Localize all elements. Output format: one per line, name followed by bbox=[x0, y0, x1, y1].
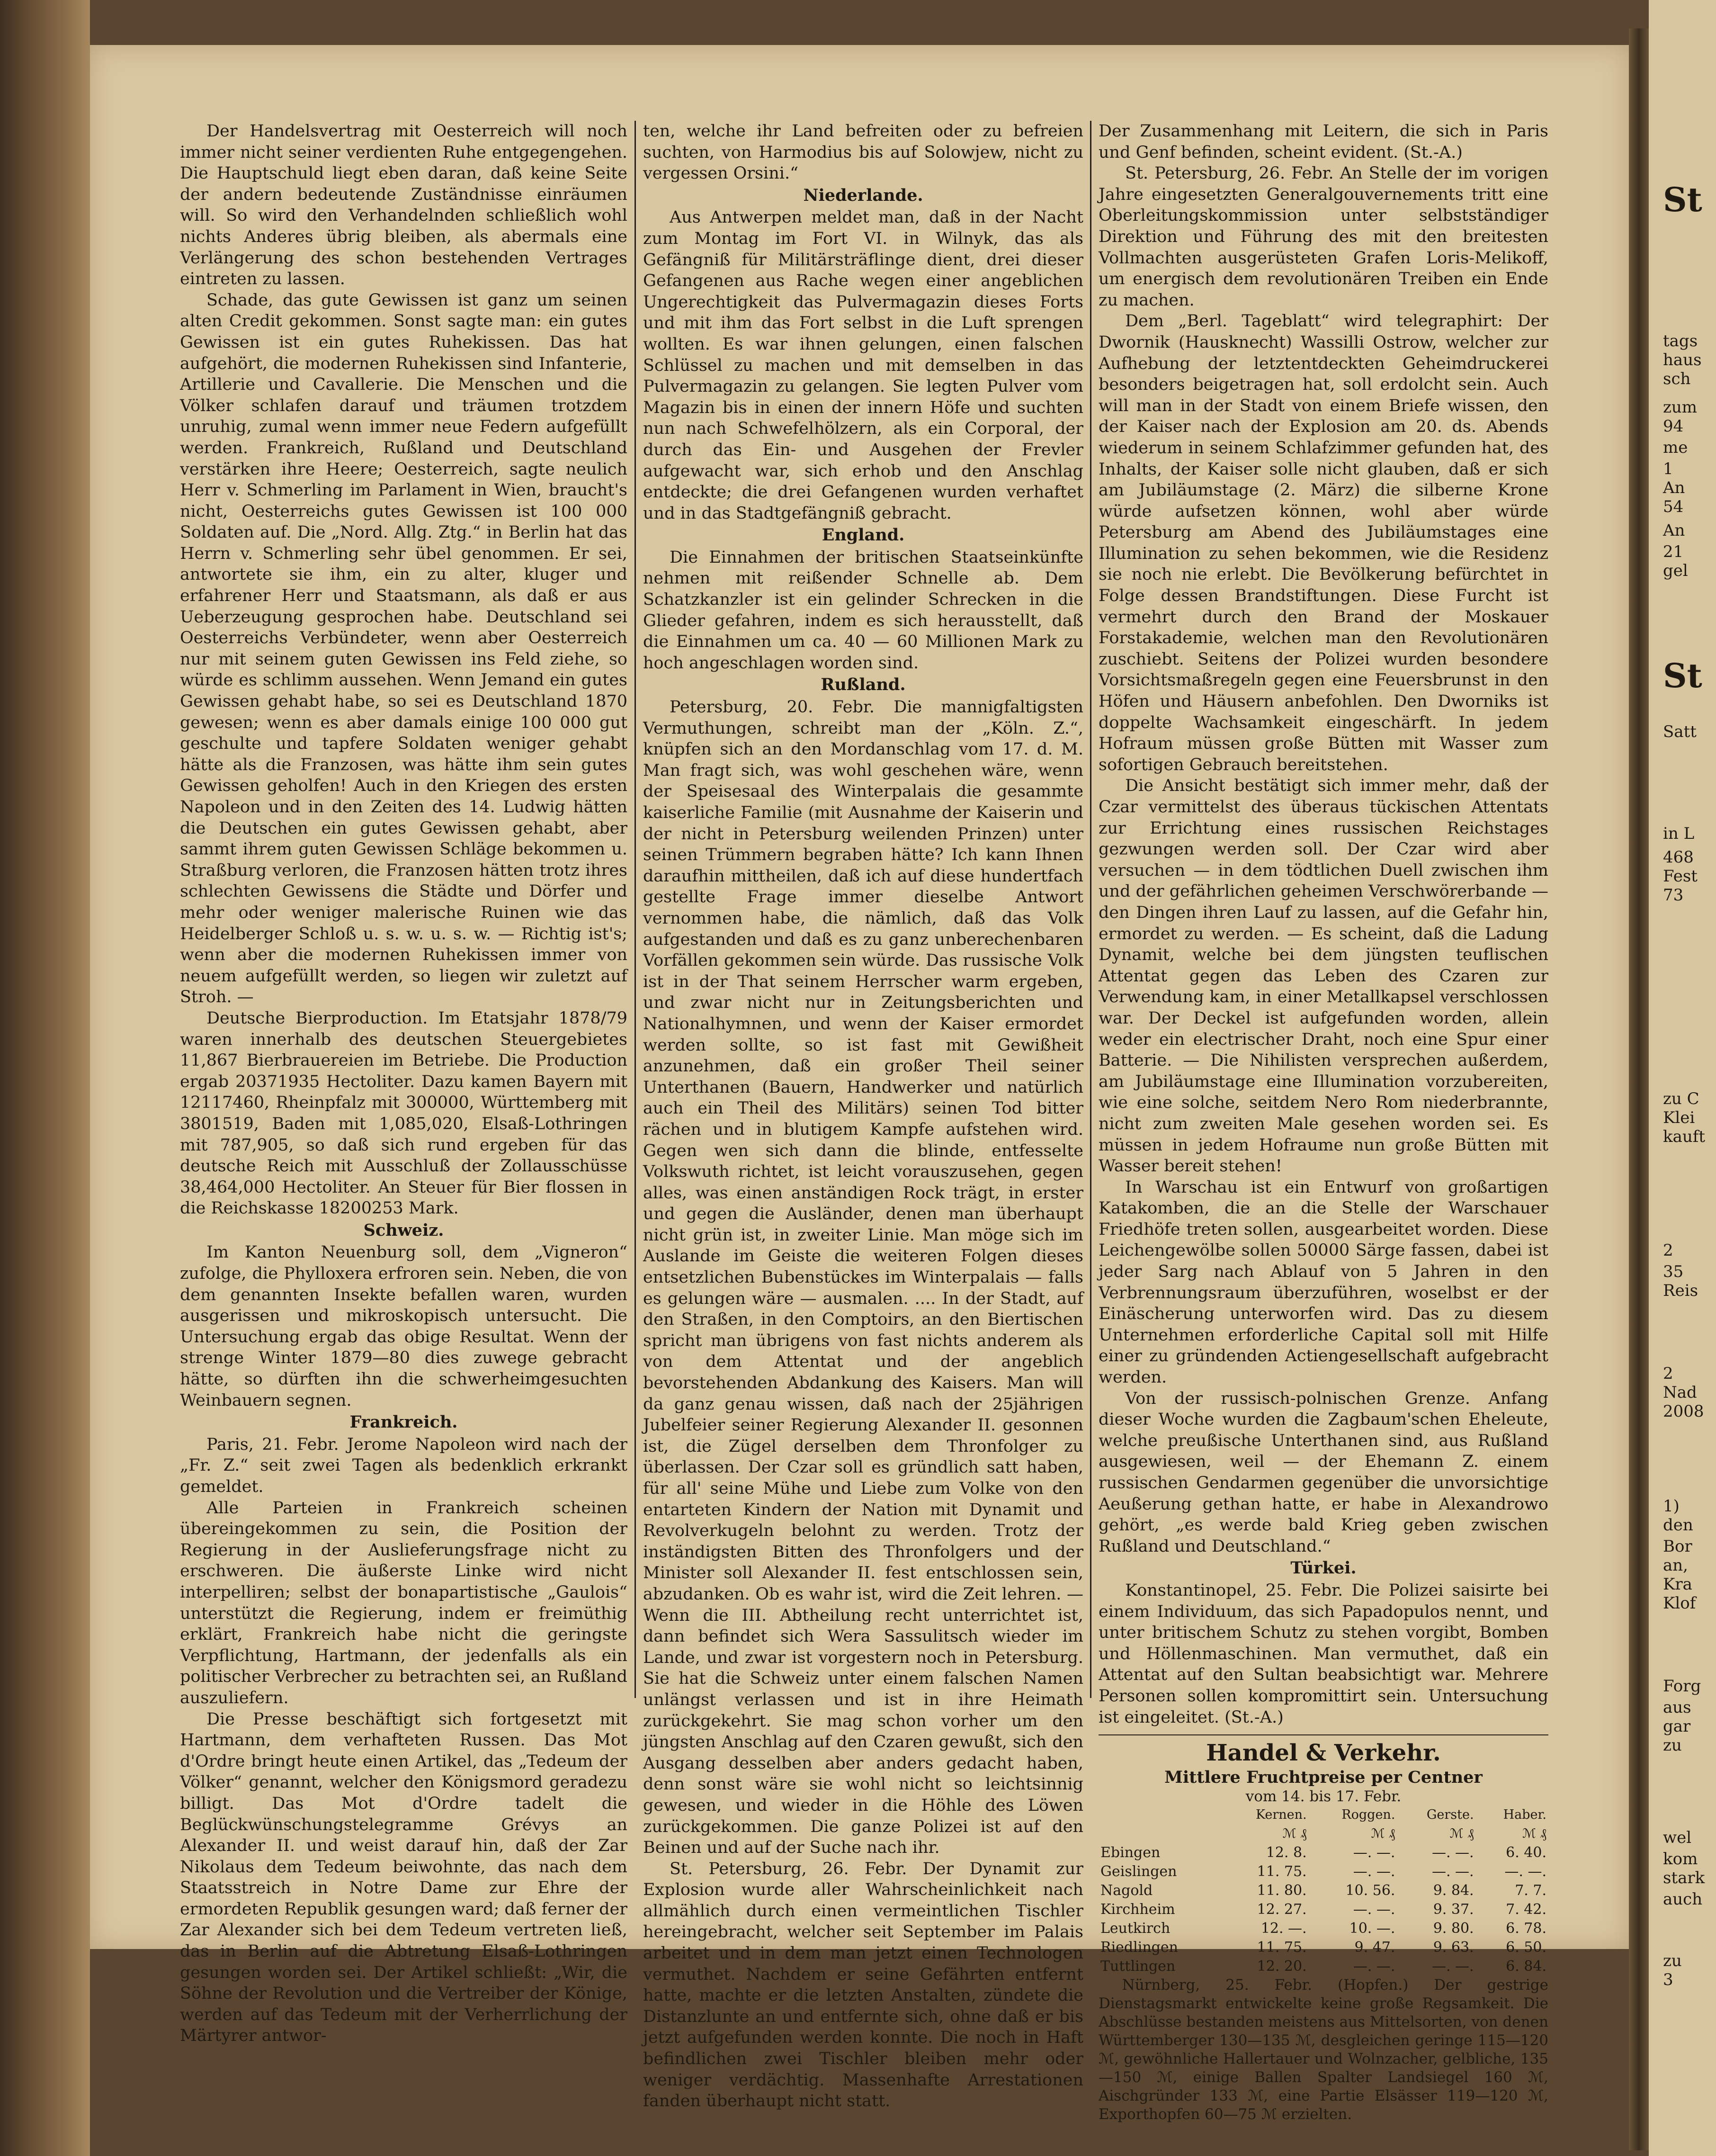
article-gewissen: Schade, das gute Gewissen ist ganz um seinen alten Credit gekommen. Sonst sagte man: ein gutes Gewissen ist ein gutes Ruhekissen. Das hat aufgehört, die modernen Ruhekissen sind Infanterie, Artillerie und Cavallerie. Die Menschen und die Völker schlafen darauf und träumen trotzdem unruhig, zumal wenn immer neue Federn aufgefüllt werden. Frankreich, Rußland und Deutschland verstärken ihre Heere; Oesterreich, sagte neulich Herr v. Schmerling im Parlament in Wien, braucht's nicht, Oesterreichs gutes Gewissen ist 100 000 Soldaten auf. Die „Nord. Allg. Ztg.“ in Berlin hat das Herrn v. Schmerling sehr übel genommen. Er sei, antwortete sie ihm, ein zu alter, kluger und erfahrener Herr und Staatsmann, als daß er aus Ueberzeugung gesprochen habe. Deutschland sei Oesterreichs Verbündeter, wenn aber Oesterreich nur mit seinem guten Gewissen ins Feld ziehe, so würde es schlimm aussehen. Wenn Jemand ein gutes Gewissen gehabt habe, so sei es Deutschland 1870 gewesen; wenn es aber damals einige 100 000 gut geschulte und tapfere Soldaten weniger gehabt hätte als die Franzosen, was hätte ihm sein gutes Gewissen geholfen! Auch in den Kriegen des ersten Napoleon und in den Zeiten des 14. Ludwig hätten die Deutschen ein gutes Gewissen gehabt, aber sammt ihrem guten Gewissen Schläge bekommen u. Straßburg verloren, die Franzosen hätten trotz ihres schlechten Gewissens die Städte und Dörfer und mehr oder weniger malerische Ruinen wie das Heidelberger Schloß u. s. w. u. s. w. — Richtig ist's; wenn aber die modernen Ruhekissen immer von neuem aufgefüllt werden, so liegen wir zuletzt auf Stroh. — bbox=[180, 290, 627, 1007]
article-continuation: ten, welche ihr Land befreiten oder zu befreien suchten, von Harmodius bis auf Solowjew, nicht zu vergessen Orsini.“ bbox=[643, 122, 1083, 183]
article-paris-napoleon: Paris, 21. Febr. Jerome Napoleon wird nach der „Fr. Z.“ seit zwei Tagen als bedenklich erkrankt gemeldet. bbox=[180, 1435, 627, 1496]
column-1 bbox=[180, 121, 627, 2047]
facing-page-text-fragment: kauft bbox=[1663, 1127, 1706, 1146]
facing-page-text-fragment: St bbox=[1663, 656, 1702, 695]
table-row: Leutkirch 12. —. 10. —. 9. 80. 6. 78. bbox=[1100, 1920, 1546, 1937]
facing-page-text-fragment: 2 bbox=[1663, 1241, 1673, 1260]
facing-page-text-fragment: An bbox=[1663, 521, 1685, 540]
facing-page-text-fragment: Kra bbox=[1663, 1575, 1692, 1594]
facing-page-text-fragment: stark bbox=[1663, 1869, 1705, 1887]
section-heading-england: England. bbox=[822, 525, 905, 545]
section-heading-schweiz: Schweiz. bbox=[363, 1220, 444, 1240]
table-unit-row: ℳ ₰ ℳ ₰ ℳ ₰ ℳ ₰ bbox=[1282, 1826, 1546, 1842]
article-antwerpen: Aus Antwerpen meldet man, daß in der Nacht zum Montag im Fort VI. in Wilnyk, das als Gefängniß für Militärsträflinge dient, drei dieser Gefangenen aus Rache wegen einer angeblichen Ungerechtigkeit das Pulvermagazin dieses Forts und mit ihm das Fort selbst in die Luft sprengen wollten. Es war ihnen gelungen, einen falschen Schlüssel zu machen und mit demselben in das Pulvermagazin zu gelangen. Sie legten Pulver vom Magazin bis in einen der innern Höfe und suchten nun nach Schwefelhölzern, als ein Corporal, der durch das Ein- und Ausgehen der Frevler aufgewacht war, sich erhob und den Anschlag entdeckte; die drei Gefangenen wurden verhaftet und in das Stadtgefängniß gebracht. bbox=[643, 208, 1083, 523]
facing-page-text-fragment: wel bbox=[1663, 1828, 1692, 1847]
facing-page-text-fragment: 35 bbox=[1663, 1262, 1684, 1281]
facing-page-text-fragment: 94 bbox=[1663, 417, 1684, 436]
facing-page-text-fragment: gel bbox=[1663, 561, 1688, 580]
column-2 bbox=[643, 121, 1083, 2112]
section-heading-russland: Rußland. bbox=[821, 675, 906, 695]
article-auslieferungsfrage: Alle Parteien in Frankreich scheinen übereingekommen zu sein, die Position der Regierung in der Auslieferungsfrage nicht zu erschweren. Die äußerste Linke wird nicht interpelliren; selbst der bonapartistische „Gaulois“ unterstützt die Regierung, indem er freimüthig erklärt, Frankreich habe nicht die geringste Verpflichtung, Hartmann, der jedenfalls als ein politischer Verbrecher zu betrachten sei, an Rußland auszuliefern. bbox=[180, 1498, 627, 1707]
facing-page-text-fragment: Reis bbox=[1663, 1281, 1698, 1300]
section-heading-frankreich: Frankreich. bbox=[349, 1412, 458, 1432]
facing-page-text-fragment: Forg bbox=[1663, 1677, 1701, 1696]
section-heading-tuerkei: Türkei. bbox=[1290, 1558, 1357, 1578]
facing-page-fragment bbox=[1649, 0, 1716, 2156]
facing-page-text-fragment: aus bbox=[1663, 1698, 1691, 1717]
facing-page-text-fragment: Klof bbox=[1663, 1594, 1696, 1613]
table-row: Geislingen 11. 75. —. —. —. —. —. —. bbox=[1100, 1863, 1546, 1880]
facing-page-text-fragment: Fest bbox=[1663, 867, 1698, 886]
article-warschau-katakomben: In Warschau ist ein Entwurf von großartigen Katakomben, die an die Stelle der Warschauer Friedhöfe treten sollen, ausgearbeitet worden. Diese Leichengewölbe sollen 50000 Särge fassen, dabei ist jeder Sarg nach Ablauf von 5 Jahren in den Verbrennungsraum überzuführen, woselbst er der Einäscherung unterworfen wird. Das zu diesem Unternehmen erforderliche Capital soll mit Hilfe einer zu gründenden Actiengesellschaft aufgebracht werden. bbox=[1099, 1177, 1548, 1387]
article-bierproduction: Deutsche Bierproduction. Im Etatsjahr 1878/79 waren innerhalb des deutschen Steuergebietes 11,867 Bierbrauereien im Betriebe. Die Production ergab 20371935 Hectoliter. Dazu kamen Bayern mit 12117460, Rheinpfalz mit 300000, Württemberg mit 3801519, Baden mit 1,085,020, Elsaß-Lothringen mit 787,905, so daß sich rund ergeben für das deutsche Reich mit Ausschluß der Zollausschüsse 38,464,000 Hectoliter. An Steuer für Bier flossen in die Reichskasse 18200253 Mark. bbox=[180, 1008, 627, 1218]
facing-page-text-fragment: zum bbox=[1663, 398, 1698, 417]
column-rule-1 bbox=[635, 121, 636, 1698]
article-oberleitungskommission: St. Petersburg, 26. Febr. An Stelle der im vorigen Jahre eingesetzten Generalgouvernements tritt eine Oberleitungskommission unter selbstständiger Direktion und Führung des mit den breitesten Vollmachten ausgerüsteten Grafen Loris-Melikoff, um energisch dem revolutionären Treiben ein Ende zu machen. bbox=[1099, 164, 1548, 310]
article-neuenburg: Im Kanton Neuenburg soll, dem „Vigneron“ zufolge, die Phylloxera erfroren sein. Neben, die von dem genannten Insekte befallen waren, wurden ausgerissen und mikroskopisch untersucht. Die Untersuchung ergab das obige Resultat. Wenn der strenge Winter 1879—80 dies zuwege gebracht hätte, so dürften ihn die schwerheimgesuchten Weinbauern segnen. bbox=[180, 1243, 627, 1410]
col-kernen: Kernen. bbox=[1255, 1807, 1307, 1823]
facing-page-text-fragment: auch bbox=[1663, 1890, 1703, 1909]
facing-page-text-fragment: tags bbox=[1663, 332, 1698, 350]
facing-page-text-fragment: sch bbox=[1663, 369, 1691, 388]
table-row: Kirchheim 12. 27. —. —. 9. 37. 7. 42. bbox=[1100, 1901, 1546, 1918]
article-staatseinkuenfte: Die Einnahmen der britischen Staatseinkünfte nehmen mit reißender Schnelle ab. Dem Schatzkanzler ist ein gelinder Schrecken in die Glieder gefahren, indem es sich herausstellt, daß die Einnahmen um ca. 40 — 60 Millionen Mark zu hoch angeschlagen worden sind. bbox=[643, 548, 1083, 673]
handel-verkehr-heading: Handel & Verkehr. bbox=[1099, 1734, 1548, 1768]
facing-page-text-fragment: Bor bbox=[1663, 1537, 1692, 1556]
facing-page-text-fragment: in L bbox=[1663, 824, 1695, 843]
facing-page-text-fragment: Nad bbox=[1663, 1383, 1697, 1402]
facing-page-text-fragment: 1) bbox=[1663, 1497, 1680, 1516]
article-reichstag-attentat: Die Ansicht bestätigt sich immer mehr, daß der Czar vermittelst des überaus tückischen Attentats zur Errichtung eines russischen Reichstages gezwungen werden soll. Der Czar wird aber versuchen — in dem tödtlichen Duell zwischen ihm und der gefährlichen geheimen Verschwörerbande — den Dingen ihren Lauf zu lassen, auf die Gefahr hin, ermordet zu werden. — Es scheint, daß die Ladung Dynamit, welche bei dem jüngsten teuflischen Attentat gegen das Leben des Czaren zur Verwendung kam, in einer Metallkapsel verschlossen war. Der Deckel ist aufgefunden worden, allein weder ein electrischer Draht, noch eine Spur einer Batterie. — Die Nihilisten versprechen außerdem, am Jubiläumstage eine Illumination vorzubereiten, wie eine solche, seitdem Nero Rom niederbrannte, nicht zum zweiten Male gesehen worden sei. Es müssen in jedem Hofraume nun große Bütten mit Wasser bereit stehen! bbox=[1099, 776, 1548, 1176]
article-petersburg-26-dynamit: St. Petersburg, 26. Febr. Der Dynamit zur Explosion wurde aller Wahrscheinlichkeit nach allmählich durch einen vermeintlichen Tischler hereingebracht, welcher seit September im Palais arbeitet und in dem man jetzt einen Technologen vermuthet. Nachdem er seine Gefährten entfernt hatte, machte er die letzten Anstalten, zündete die Distanzlunte an und entfernte sich, ohne daß er bis jetzt aufgefunden werden konnte. Die noch in Haft befindlichen zwei Tischler bleiben mehr oder weniger verdächtig. Massenhafte Arrestationen fanden überhaupt nicht statt. bbox=[643, 1859, 1083, 2111]
article-konstantinopel: Konstantinopel, 25. Febr. Die Polizei saisirte bei einem Individuum, das sich Papadopulos nennt, und unter britischem Schutz zu stehen vorgibt, Bomben und Höllenmaschinen. Man vermuthet, daß ein Attentat auf den Sultan beabsichtigt war. Mehrere Personen sollen kompromittirt sein. Untersuchung ist eingeleitet. (St.-A.) bbox=[1099, 1581, 1548, 1727]
facing-page-text-fragment: zu C bbox=[1663, 1089, 1699, 1108]
section-heading-niederlande: Niederlande. bbox=[803, 185, 923, 205]
facing-page-text-fragment: An bbox=[1663, 478, 1685, 497]
facing-page-text-fragment: kom bbox=[1663, 1850, 1698, 1869]
table-row: Ebingen 12. 8. —. —. —. —. 6. 40. bbox=[1100, 1844, 1546, 1861]
facing-page-text-fragment: me bbox=[1663, 438, 1688, 457]
fruchtpreise-table bbox=[1099, 1806, 1548, 1976]
facing-page-text-fragment: 3 bbox=[1663, 1970, 1673, 1989]
facing-page-text-fragment: gar bbox=[1663, 1717, 1691, 1736]
article-hartmann-presse: Die Presse beschäftigt sich fortgesetzt mit Hartmann, dem verhafteten Russen. Das Mot d'Ordre bringt heute einen Artikel, das „Tedeum der Völker“ genannt, welcher den Königsmord geradezu billigt. Das Mot d'Ordre tadelt die Beglückwünschungstelegramme Grévys an Alexander II. und weist darauf hin, daß der Zar Nikolaus dem Tedeum beiwohnte, das nach dem Staatsstreich in Notre Dame zur Ehre der ermordeten Republik gesungen ward; daß ferner der Zar Alexander sich bei dem Tedeum vertreten ließ, das in Berlin auf die Abtretung Elsaß-Lothringen gesungen worden sei. Der Artikel schließt: „Wir, die Söhne der Revolution und die Vertreiber der Könige, werden auf das Tedeum mit der Verherrlichung der Märtyrer antwor- bbox=[180, 1709, 627, 2046]
article-zusammenhang: Der Zusammenhang mit Leitern, die sich in Paris und Genf befinden, scheint evident. (St.-A.) bbox=[1099, 122, 1548, 162]
fruchtpreise-date: vom 14. bis 17. Febr. bbox=[1245, 1788, 1402, 1806]
facing-page-text-fragment: St bbox=[1663, 180, 1702, 219]
facing-page-text-fragment: Klei bbox=[1663, 1108, 1695, 1127]
table-header-row bbox=[1099, 1806, 1548, 1824]
facing-page-text-fragment: an, bbox=[1663, 1556, 1688, 1575]
column-rule-2 bbox=[1090, 121, 1091, 1698]
book-gutter bbox=[1629, 28, 1649, 2150]
col-roggen: Roggen. bbox=[1341, 1807, 1395, 1823]
table-row: Nagold 11. 80. 10. 56. 9. 84. 7. 7. bbox=[1100, 1882, 1546, 1899]
article-petersburg-20: Petersburg, 20. Febr. Die mannigfaltigsten Vermuthungen, schreibt man der „Köln. Z.“, knüpfen sich an den Mordanschlag vom 17. d. M. Man fragt sich, was wohl geschehen wäre, wenn der Speisesaal des Winterpalais die gesammte kaiserliche Familie (mit Ausnahme der Kaiserin und der nicht in Petersburg weilenden Prinzen) unter seinen Trümmern begraben hätte? Ich kann Ihnen daraufhin mittheilen, daß ich auf diese hundertfach gestellte Frage immer dieselbe Antwort vernommen habe, die nämlich, daß das Volk aufgestanden und daß es zu ganz unberechenbaren Vorfällen gekommen sein würde. Das russische Volk ist in der That seinem Herrscher warm ergeben, und zwar nicht nur in Zeitungsberichten und Nationalhymnen, und wenn der Kaiser ermordet werden sollte, so ist fast mit Gewißheit anzunehmen, daß ein großer Theil seiner Unterthanen (Bauern, Handwerker und natürlich auch ein Theil des Militärs) seinen Tod bitter rächen und in blutigem Kampfe aufstehen wird. Gegen wen sich dann die blinde, entfesselte Volkswuth richtet, ist leicht vorauszusehen, gegen alles, was einen anständigen Rock trägt, in erster und gegen die Ausländer, denen man überhaupt nicht grün ist, in zweiter Linie. Man möge sich im Auslande im Geiste die weiteren Folgen dieses entsetzlichen Bubenstückes im Winterpalais — falls es gelungen wäre — ausmalen. .... In der Stadt, auf den Straßen, in den Comptoirs, an den Biertischen spricht man übrigens von fast nichts anderem als von dem Attentat und der angeblich bevorstehenden Abdankung des Kaisers. Man will da ganz genau wissen, daß nach der 25jährigen Jubelfeier seiner Regierung Alexander II. gesonnen ist, die Zügel derselben dem Thronfolger zu überlassen. Der Czar soll es gründlich satt haben, für all' seine Mühe und Liebe zum Volke von den entarteten Kindern der Nation mit Dynamit und Revolverkugeln belohnt zu werden. Trotz der inständigsten Bitten des Thronfolgers und der Minister soll Alexander II. fest entschlossen sein, abzudanken. Ob es wahr ist, wird die Zeit lehren. — Wenn die III. Abtheilung recht unterrichtet ist, dann befindet sich Wera Sassulitsch wieder im Lande, und zwar ist vorgestern noch in Petersburg. Sie hat die Schweiz unter einem falschen Namen unlängst verlassen und ist in ihre Heimath zurückgekehrt. Sie mag schon vorher um den jüngsten Anschlag auf den Czaren gewußt, sich den Ausgang desselben aber anders gedacht haben, denn sonst wäre sie wohl nicht so leichtsinnig gewesen, und wieder in die Höhle des Löwen zurückgekommen. Die ganze Polizei ist auf den Beinen und auf der Suche nach ihr. bbox=[643, 698, 1083, 1858]
facing-page-text-fragment: den bbox=[1663, 1516, 1693, 1535]
facing-page-text-fragment: 468 bbox=[1663, 848, 1694, 867]
book-spine bbox=[0, 0, 90, 2156]
facing-page-text-fragment: 2 bbox=[1663, 1364, 1673, 1383]
col-gerste: Gerste. bbox=[1426, 1807, 1474, 1823]
facing-page-text-fragment: zu bbox=[1663, 1951, 1682, 1970]
facing-page-text-fragment: 54 bbox=[1663, 497, 1684, 516]
facing-page-text-fragment: zu bbox=[1663, 1736, 1682, 1755]
column-3 bbox=[1099, 121, 1548, 2124]
article-tageblatt: Dem „Berl. Tageblatt“ wird telegraphirt: Der Dwornik (Hausknecht) Wassilli Ostrow, welcher zur Aufhebung der letztentdeckten Geheimdruckerei besonders beigetragen hat, soll erdolcht sein. Auch will man in der Stadt von einem Briefe wissen, den der Kaiser nach der Explosion am 20. ds. Abends wiederum in seinem Schlafzimmer gefunden hat, des Inhalts, der Kaiser solle nicht glauben, daß er sich am Jubiläumstage (2. März) die silberne Krone würde aufsetzen können, wohl aber würde Petersburg am Abend des Jubiläumstages eine Illumination zu sehen bekommen, wie die Residenz sie noch nie erlebt. Die Bevölkerung befürchtet in Folge dessen Brandstiftungen. Diese Furcht ist vermehrt durch den Brand der Moskauer Forstakademie, welchen man den Revolutionären zuschiebt. Seitens der Polizei wurden besondere Vorsichtsmaßregeln gegen eine Feuersbrunst in den Höfen und Häusern anbefohlen. Den Dworniks ist doppelte Wachsamkeit eingeschärft. In jedem Hofraum müssen große Bütten mit Wasser zum sofortigen Gebrauch bereitstehen. bbox=[1099, 312, 1548, 774]
article-grenze: Von der russisch-polnischen Grenze. Anfang dieser Woche wurden die Zagbaum'schen Eheleute, welche preußische Unterthanen sind, aus Rußland ausgewiesen, weil — der Ehemann Z. einem russischen Gendarmen gegenüber die unvorsichtige Aeußerung gethan hatte, er habe in Alexandrowo gehört, „es werde bald Krieg geben zwischen Rußland und Deutschland.“ bbox=[1099, 1389, 1548, 1556]
article-nuernberg-hopfen: Nürnberg, 25. Febr. (Hopfen.) Der gestrige Dienstagsmarkt entwickelte keine große Regsamkeit. Die Abschlüsse bestanden meistens aus Mittelsorten, von denen Württemberger 130—135 ℳ, desgleichen geringe 115—120 ℳ, gewöhnliche Hallertauer und Wolnzacher, gelbliche, 135—150 ℳ, einige Ballen Spalter Landsiegel 160 ℳ, Aischgründer 133 ℳ, eine Partie Elsässer 119—120 ℳ, Exporthopfen 60—75 ℳ erzielten. bbox=[1099, 1976, 1548, 2123]
facing-page-text-fragment: 2008 bbox=[1663, 1402, 1704, 1421]
facing-page-text-fragment: haus bbox=[1663, 350, 1702, 369]
table-row: Tuttlingen 12. 20. —. —. —. —. 6. 84. bbox=[1100, 1958, 1546, 1975]
facing-page-text-fragment: Satt bbox=[1663, 722, 1697, 741]
facing-page-text-fragment: 21 bbox=[1663, 542, 1684, 561]
facing-page-text-fragment: 1 bbox=[1663, 459, 1673, 478]
facing-page-text-fragment: 73 bbox=[1663, 886, 1684, 905]
col-haber: Haber. bbox=[1503, 1807, 1546, 1823]
table-row: Riedlingen 11. 75. 9. 47. 9. 63. 6. 50. bbox=[1100, 1939, 1546, 1956]
fruchtpreise-heading: Mittlere Fruchtpreise per Centner bbox=[1164, 1768, 1483, 1788]
article-handelsvertrag: Der Handelsvertrag mit Oesterreich will noch immer nicht seiner verdienten Ruhe entgegengehen. Die Hauptschuld liegt eben daran, daß keine Seite der andern bedeutende Zuständnisse einräumen will. So wird den Verhandelnden schließlich wohl nichts Anderes übrig bleiben, als abermals eine Verlängerung des schon bestehenden Vertrages eintreten zu lassen. bbox=[180, 122, 627, 289]
